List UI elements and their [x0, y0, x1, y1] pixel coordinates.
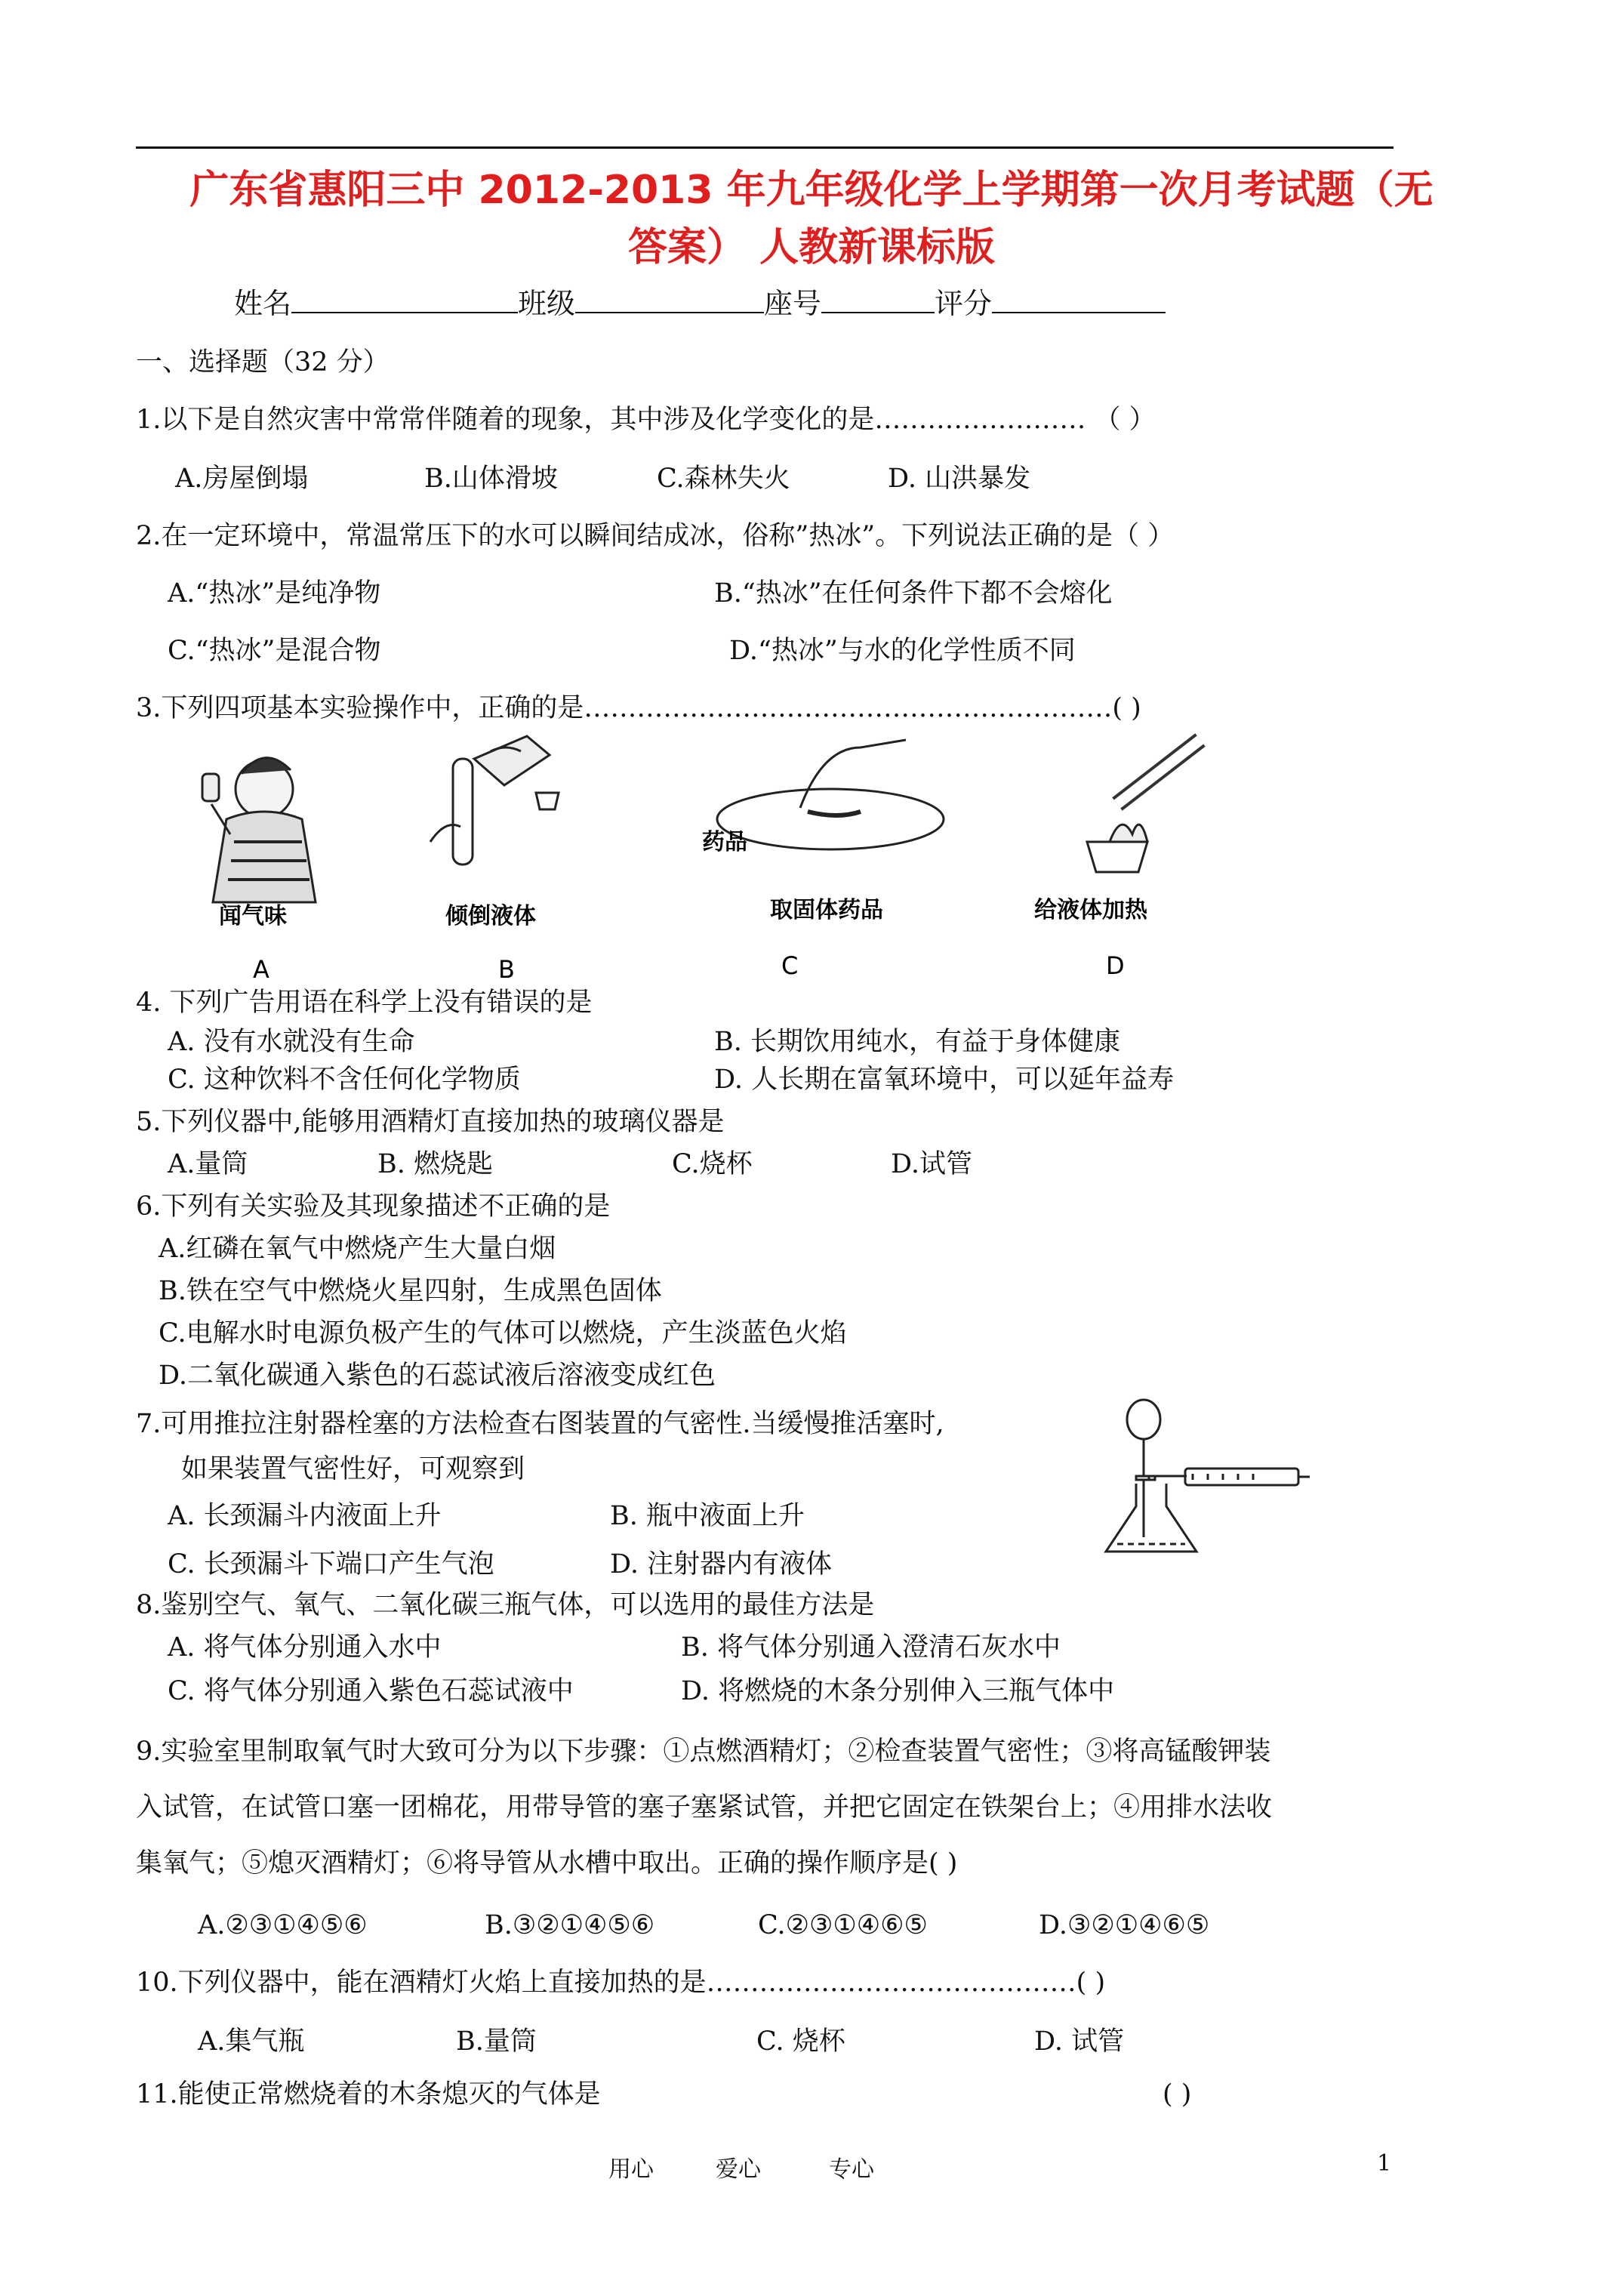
q4-option-a: A. 没有水就没有生命 — [168, 1027, 415, 1057]
q7-option-c: C. 长颈漏斗下端口产生气泡 — [168, 1549, 494, 1579]
q7-stem: 7.可用推拉注射器栓塞的方法检查右图装置的气密性.当缓慢推活塞时, — [136, 1409, 944, 1439]
name-blank[interactable] — [291, 289, 518, 313]
figure-c-caption: 取固体药品 — [770, 897, 883, 923]
figure-letter-d: D — [1106, 951, 1125, 980]
footer-motto-2: 爱心 — [716, 2156, 761, 2183]
q11-answer-paren: ( ) — [1163, 2079, 1192, 2110]
q9-line3: 集氧气；⑤熄灭酒精灯；⑥将导管从水槽中取出。正确的操作顺序是( ) — [136, 1848, 958, 1878]
q5-option-b: B. 燃烧匙 — [377, 1149, 493, 1179]
figure-a-smelling — [202, 758, 316, 902]
seat-label: 座号 — [764, 287, 822, 320]
q6-option-b: B.铁在空气中燃烧火星四射，生成黑色固体 — [159, 1276, 662, 1306]
q8-stem: 8.鉴别空气、氧气、二氧化碳三瓶气体，可以选用的最佳方法是 — [136, 1590, 875, 1620]
q7-option-a: A. 长颈漏斗内液面上升 — [168, 1501, 442, 1531]
q4-option-b: B. 长期饮用纯水，有益于身体健康 — [714, 1027, 1120, 1057]
q2-option-c: C.“热冰”是混合物 — [168, 636, 381, 666]
figure-d-caption: 给液体加热 — [1034, 897, 1147, 923]
figure-letter-c: C — [781, 951, 799, 980]
seat-blank[interactable] — [821, 289, 935, 313]
header-rule — [136, 146, 1394, 149]
info-row — [234, 287, 1166, 320]
q4-stem: 4. 下列广告用语在科学上没有错误的是 — [136, 988, 593, 1018]
q1-option-b: B.山体滑坡 — [424, 464, 558, 494]
class-label: 班级 — [518, 287, 576, 320]
q3-stem: 3.下列四项基本实验操作中，正确的是……………………………………………………( ) — [136, 693, 1141, 723]
q7-apparatus-figure — [1102, 1389, 1313, 1570]
q8-option-b: B. 将气体分别通入澄清石灰水中 — [681, 1632, 1061, 1663]
figure-d-heating — [1087, 740, 1200, 872]
section-title: 一、选择题（32 分） — [136, 347, 390, 378]
q6-stem: 6.下列有关实验及其现象描述不正确的是 — [136, 1191, 611, 1222]
page-title-line1: 广东省惠阳三中 2012-2013 年九年级化学上学期第一次月考试题（无 — [189, 168, 1434, 213]
q2-option-b: B.“热冰”在任何条件下都不会熔化 — [714, 578, 1113, 609]
footer-motto-1: 用心 — [608, 2156, 654, 2183]
q1-option-c: C.森林失火 — [657, 464, 790, 494]
q9-line2: 入试管，在试管口塞一团棉花，用带导管的塞子塞紧试管，并把它固定在铁架台上；④用排水法收 — [136, 1792, 1273, 1823]
q7-option-d: D. 注射器内有液体 — [610, 1549, 833, 1579]
q7-stem-continued: 如果装置气密性好，可观察到 — [181, 1454, 525, 1484]
q1-stem: 1.以下是自然灾害中常常伴随着的现象，其中涉及化学变化的是…………………… （ ） — [136, 405, 1156, 435]
q2-stem: 2.在一定环境中，常温常压下的水可以瞬间结成冰，俗称”热冰”。下列说法正确的是（ ） — [136, 521, 1175, 551]
q6-option-a: A.红磷在氧气中燃烧产生大量白烟 — [159, 1234, 556, 1264]
q1-option-a: A.房屋倒塌 — [175, 464, 309, 494]
figure-c-solid — [717, 740, 944, 849]
q3-figure — [181, 729, 1298, 989]
class-blank[interactable] — [575, 289, 764, 313]
q9-option-d: D.③②①④⑥⑤ — [1039, 1910, 1210, 1940]
figure-c-label: 药品 — [702, 829, 747, 855]
q11-stem: 11.能使正常燃烧着的木条熄灭的气体是 — [136, 2079, 601, 2110]
figure-b-pouring — [430, 736, 559, 864]
figure-letter-b: B — [498, 955, 515, 984]
q9-line1: 9.实验室里制取氧气时大致可分为以下步骤：①点燃酒精灯；②检查装置气密性；③将高锰酸钾装 — [136, 1737, 1271, 1767]
q10-option-c: C. 烧杯 — [756, 2026, 845, 2057]
q5-option-d: D.试管 — [891, 1149, 972, 1179]
footer-motto-3: 专心 — [829, 2156, 874, 2183]
figure-letter-a: A — [253, 955, 269, 984]
q7-option-b: B. 瓶中液面上升 — [610, 1501, 805, 1531]
q10-stem: 10.下列仪器中，能在酒精灯火焰上直接加热的是……………………………………( ) — [136, 1968, 1106, 1998]
q9-option-a: A.②③①④⑤⑥ — [198, 1910, 368, 1940]
q4-option-c: C. 这种饮料不含任何化学物质 — [168, 1065, 521, 1095]
q6-option-c: C.电解水时电源负极产生的气体可以燃烧，产生淡蓝色火焰 — [159, 1318, 847, 1348]
q5-option-c: C.烧杯 — [672, 1149, 753, 1179]
q9-option-c: C.②③①④⑥⑤ — [758, 1910, 928, 1940]
figure-b-caption: 倾倒液体 — [445, 903, 536, 929]
q2-option-a: A.“热冰”是纯净物 — [168, 578, 381, 609]
q1-option-d: D. 山洪暴发 — [888, 464, 1031, 494]
q2-option-d: D.“热冰”与水的化学性质不同 — [729, 636, 1076, 666]
q5-stem: 5.下列仪器中,能够用酒精灯直接加热的玻璃仪器是 — [136, 1107, 725, 1137]
score-label: 评分 — [935, 287, 993, 320]
q10-option-d: D. 试管 — [1034, 2026, 1125, 2057]
q10-option-a: A.集气瓶 — [198, 2026, 305, 2057]
figure-a-caption: 闻气味 — [219, 903, 287, 929]
q10-option-b: B.量筒 — [456, 2026, 537, 2057]
q4-option-d: D. 人长期在富氧环境中，可以延年益寿 — [714, 1065, 1175, 1095]
page-title-line2: 答案） 人教新课标版 — [627, 225, 996, 270]
name-label: 姓名 — [234, 287, 292, 320]
q9-option-b: B.③②①④⑤⑥ — [485, 1910, 655, 1940]
q5-option-a: A.量筒 — [168, 1149, 248, 1179]
score-blank[interactable] — [992, 289, 1166, 313]
q8-option-c: C. 将气体分别通入紫色石蕊试液中 — [168, 1676, 574, 1706]
q8-option-d: D. 将燃烧的木条分别伸入三瓶气体中 — [681, 1676, 1115, 1706]
q8-option-a: A. 将气体分别通入水中 — [168, 1632, 442, 1663]
q6-option-d: D.二氧化碳通入紫色的石蕊试液后溶液变成红色 — [159, 1361, 716, 1391]
page-number: 1 — [1377, 2150, 1392, 2177]
